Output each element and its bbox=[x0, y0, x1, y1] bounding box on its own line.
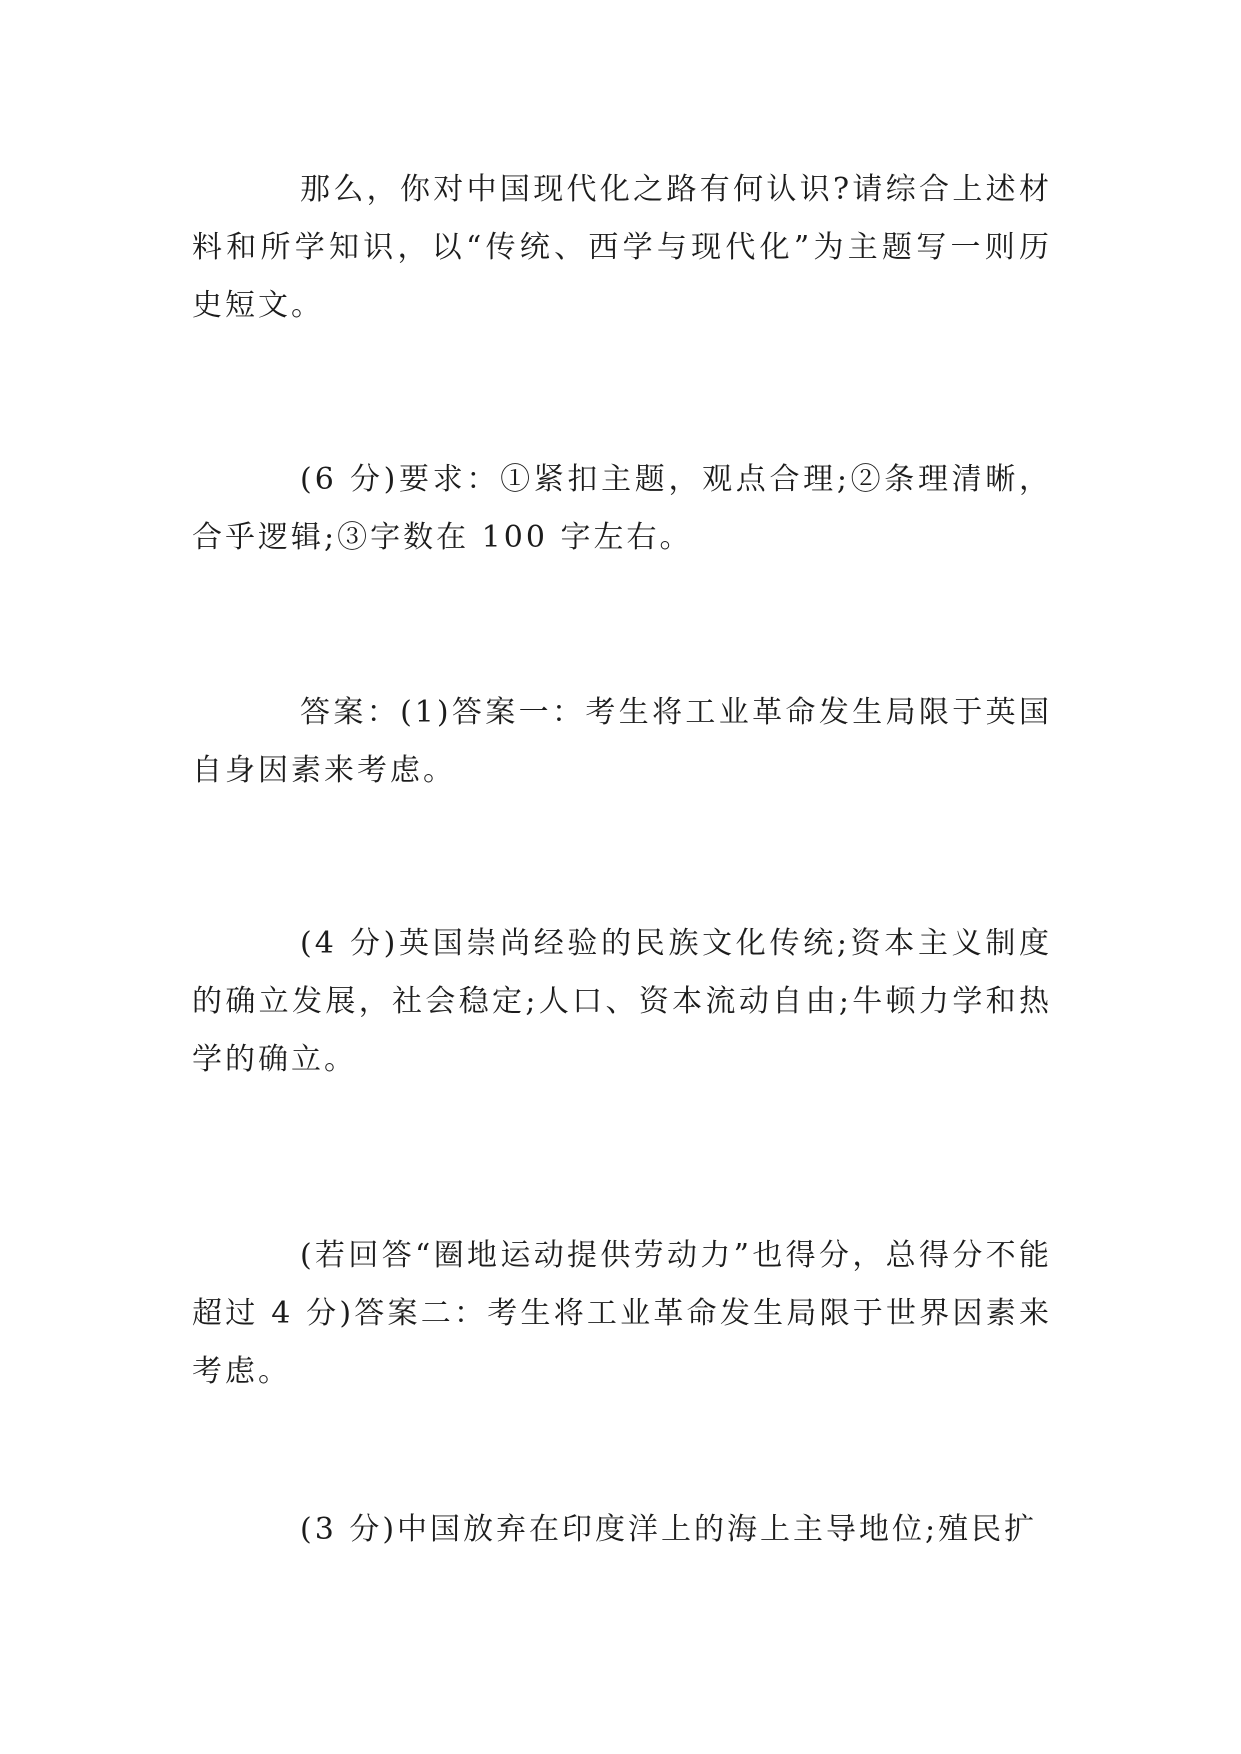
paragraph-answer-two-points: (3 分)中国放弃在印度洋上的海上主导地位;殖民扩 bbox=[300, 1512, 1038, 1547]
paragraph-requirements: (6 分)要求：①紧扣主题，观点合理;②条理清晰，合乎逻辑;③字数在 100 字左右。 bbox=[192, 462, 1052, 555]
paragraph-question: 那么，你对中国现代化之路有何认识?请综合上述材料和所学知识，以“传统、西学与现代化”为主题写一则历史短文。 bbox=[192, 172, 1052, 323]
paragraph-answer-one: 答案：(1)答案一：考生将工业革命发生局限于英国自身因素来考虑。 bbox=[192, 695, 1052, 788]
paragraph-answer-two: (若回答“圈地运动提供劳动力”也得分，总得分不能超过 4 分)答案二：考生将工业革命发生局限于世界因素来考虑。 bbox=[192, 1238, 1052, 1389]
paragraph-answer-one-points: (4 分)英国崇尚经验的民族文化传统;资本主义制度的确立发展，社会稳定;人口、资本流动自由;牛顿力学和热学的确立。 bbox=[192, 926, 1052, 1077]
